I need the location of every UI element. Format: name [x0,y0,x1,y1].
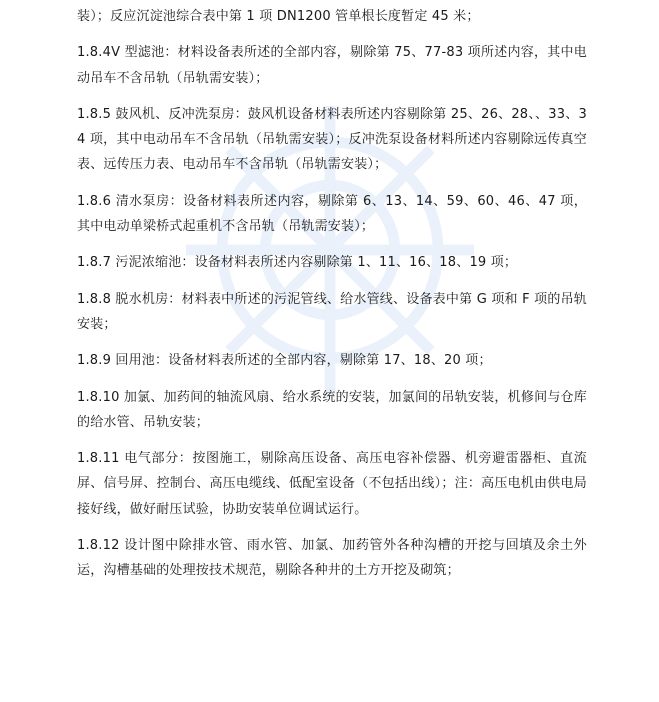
paragraph-3: 1.8.5 鼓风机、反冲洗泵房：鼓风机设备材料表所述内容剔除第 25、26、28、、33、34 项，其中电动吊车不含吊轨（吊轨需安装）；反冲洗泵设备材料所述内容剔除远传真空表、远传压力表、电动吊车不含吊轨（吊轨需安装）； [77,106,587,173]
document-body [77,4,587,595]
paragraph-8: 1.8.10 加氯、加药间的轴流风扇、给水系统的安装，加氯间的吊轨安装，机修间与仓库的给水管、吊轨安装； [77,389,587,430]
paragraph-2: 1.8.4V 型滤池：材料设备表所述的全部内容，剔除第 75、77-83 项所述内容，其中电动吊车不含吊轨（吊轨需安装）； [77,45,587,86]
paragraph-5: 1.8.7 污泥浓缩池：设备材料表所述内容剔除第 1、11、16、18、19 项； [77,255,518,271]
paragraph-9: 1.8.11 电气部分：按图施工，剔除高压设备、高压电容补偿器、机旁避雷器柜、直流屏、信号屏、控制台、高压电缆线、低配室设备（不包括出线）；注：高压电机由供电局接好线，做好耐压试验，协助安装单位调试运行。 [77,451,587,517]
paragraph-6: 1.8.8 脱水机房：材料表中所述的污泥管线、给水管线、设备表中第 G 项和 F 项的吊轨安装； [77,291,587,332]
paragraph-10: 1.8.12 设计图中除排水管、雨水管、加氯、加药管外各种沟槽的开挖与回填及余土外运，沟槽基础的处理按技术规范，剔除各种井的土方开挖及砌筑； [77,538,587,579]
paragraph-4: 1.8.6 清水泵房：设备材料表所述内容，剔除第 6、13、14、59、60、46、47 项，其中电动单梁桥式起重机不含吊轨（吊轨需安装）； [77,193,587,235]
paragraph-1: 装）；反应沉淀池综合表中第 1 项 DN1200 管单根长度暂定 45 米； [77,9,480,24]
paragraph-7: 1.8.9 回用池：设备材料表所述的全部内容，剔除第 17、18、20 项； [77,353,492,369]
